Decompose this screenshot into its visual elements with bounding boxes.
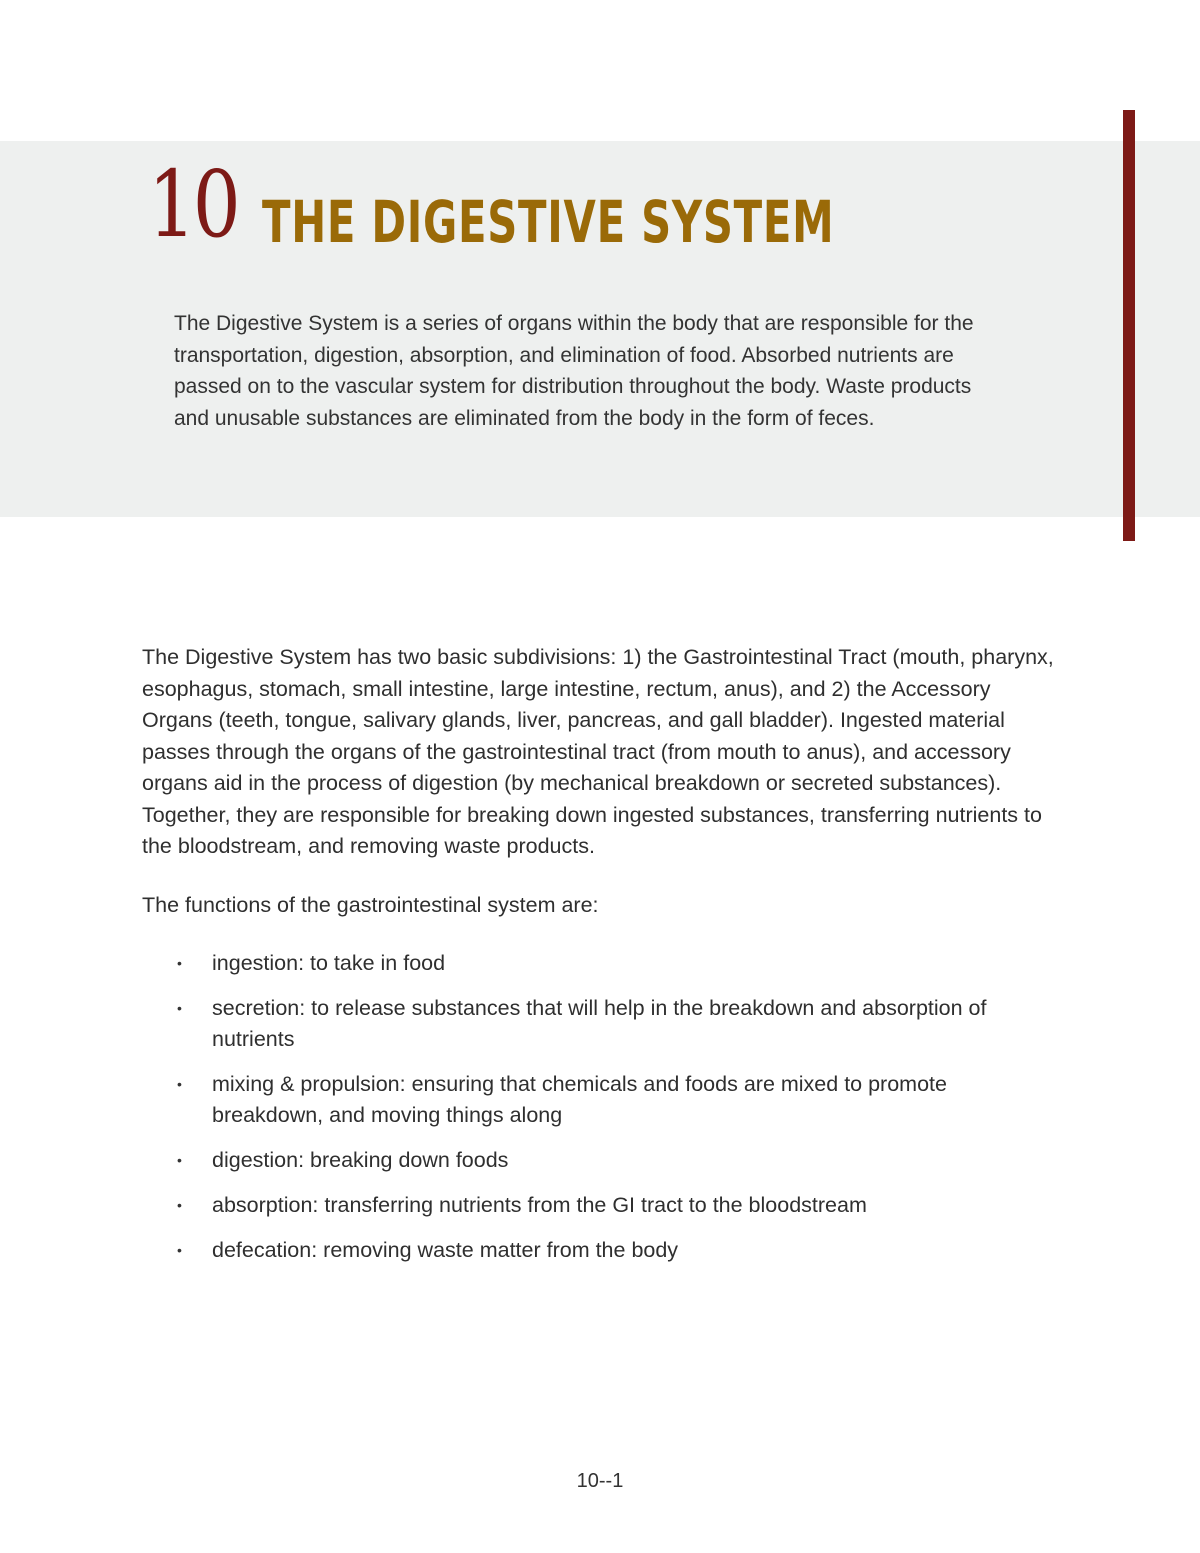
list-item: [142, 1190, 1062, 1221]
chapter-accent-bar: [1123, 110, 1135, 541]
chapter-number: 10: [148, 151, 238, 258]
list-item: [142, 1145, 1062, 1176]
list-item-text: ingestion: to take in food: [212, 951, 446, 975]
bullet-icon: •: [177, 1242, 182, 1258]
list-item: [142, 1235, 1062, 1266]
bullet-icon: •: [177, 1152, 182, 1168]
bullet-icon: •: [177, 1000, 182, 1016]
list-item-text: mixing & propulsion: ensuring that chemicals and foods are mixed to promote breakdown, and moving things along: [212, 1072, 947, 1127]
list-item: [142, 948, 1062, 979]
subdivisions-paragraph: The Digestive System has two basic subdivisions: 1) the Gastrointestinal Tract (mouth, pharynx, esophagus, stomach, small intestine, large intestine, rectum, anus), and 2) the Accessory Organs (teeth, tongue, salivary glands, liver, pancreas, and gall bladder). Ingested material passes through the organs of the gastrointestinal tract (from mouth to anus), and accessory organs aid in the process of digestion (by mechanical breakdown or secreted substances). Together, they are responsible for breaking down ingested substances, transferring nutrients to the bloodstream, and removing waste products.: [142, 645, 1054, 858]
list-item: [142, 1069, 1062, 1131]
chapter-title: THE DIGESTIVE SYSTEM: [262, 188, 835, 256]
list-item: [142, 993, 1062, 1055]
chapter-intro: The Digestive System is a series of organs within the body that are responsible for the transportation, digestion, absorption, and elimination of food. Absorbed nutrients are passed on to the vascular system for distribution throughout the body. Waste products and unusable substances are eliminated from the body in the form of feces.: [174, 312, 974, 430]
list-item-text: defecation: removing waste matter from the body: [212, 1238, 679, 1262]
list-item-text: digestion: breaking down foods: [212, 1148, 509, 1172]
list-item-text: secretion: to release substances that will help in the breakdown and absorption of nutrients: [212, 996, 987, 1051]
bullet-icon: •: [177, 1197, 182, 1213]
bullet-icon: •: [177, 955, 182, 971]
functions-list: [142, 948, 1062, 1280]
functions-intro-paragraph: The functions of the gastrointestinal system are:: [142, 893, 599, 917]
bullet-icon: •: [177, 1076, 182, 1092]
page-number: 10--1: [576, 1470, 624, 1492]
list-item-text: absorption: transferring nutrients from the GI tract to the bloodstream: [212, 1193, 867, 1217]
